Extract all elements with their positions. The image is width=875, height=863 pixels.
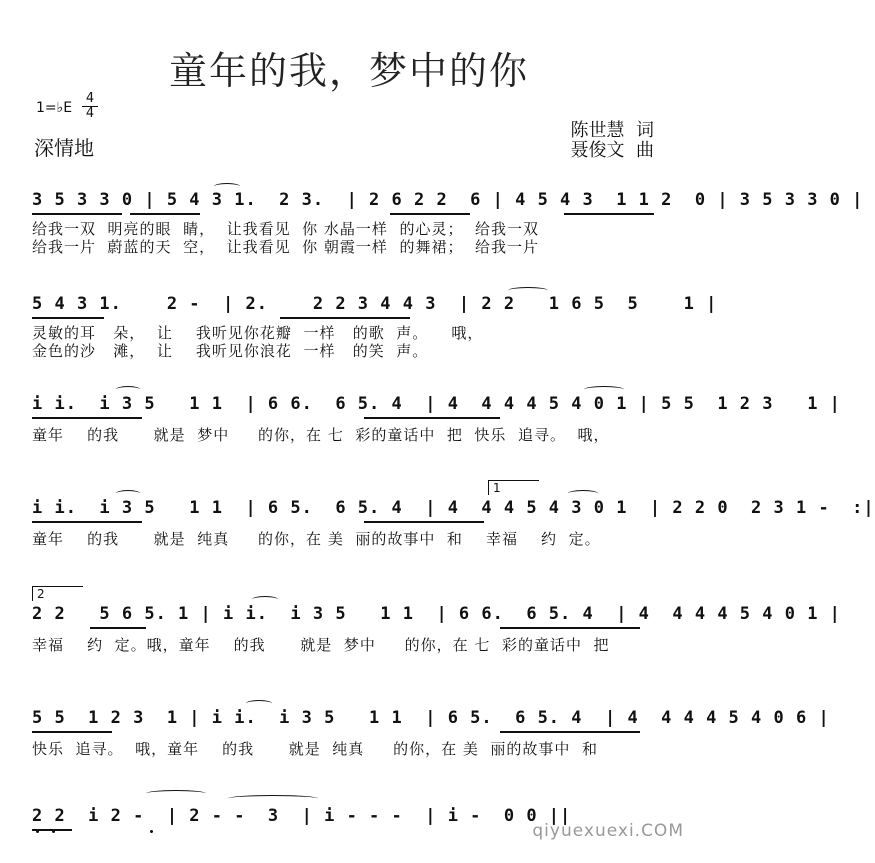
beam-underline <box>32 731 112 733</box>
score-row-2-lyrics-verse-2: 金色的沙 滩， 让 我听见你浪花 一样 的笑 声。 <box>32 342 429 360</box>
tie-mark <box>568 490 598 497</box>
volta-number: 1 <box>493 481 501 495</box>
volta-bracket-2 <box>32 586 83 601</box>
beam-underline <box>564 213 654 215</box>
score-row-3-notes: i i. i 3 5 1 1 | 6 6. 6 5. 4 | 4 4 4 4 5 4 0 1 | 5 5 1 2 3 1 | <box>32 394 841 414</box>
beam-underline <box>364 521 484 523</box>
time-signature <box>82 92 98 121</box>
beam-underline <box>90 627 146 629</box>
beam-underline <box>364 417 500 419</box>
tie-mark <box>252 596 278 603</box>
tie-mark <box>228 795 318 802</box>
tie-mark <box>584 386 624 393</box>
beam-underline <box>32 521 142 523</box>
tie-mark <box>146 790 206 797</box>
score-row-1-notes: 3 5 3 3 0 | 5 4 3 1. 2 3. | 2 6 2 2 6 | 4 5 4 3 1 1 2 0 | 3 5 3 3 0 | <box>32 190 864 210</box>
beam-underline <box>390 213 470 215</box>
score-row-6-lyrics: 快乐 追寻。 哦，童年 的我 就是 纯真 的你，在 美 丽的故事中 和 <box>32 740 598 758</box>
song-title: 童年的我，梦中的你 <box>168 49 529 93</box>
site-watermark: qiyuexuexi.COM <box>532 821 684 841</box>
beam-underline <box>32 829 72 831</box>
score-row-1-lyrics-verse-1: 给我一双 明亮的眼 睛， 让我看见 你 水晶一样 的心灵； 给我一双 <box>32 220 539 238</box>
volta-bracket-1 <box>488 480 539 495</box>
score-row-3-lyrics: 童年 的我 就是 梦中 的你，在 七 彩的童话中 把 快乐 追寻。 哦， <box>32 426 610 444</box>
score-row-7-notes: 2 2 i 2 - | 2 - - 3 | i - - - | i - 0 0 || <box>32 806 572 826</box>
lyricist-credit: 陈世慧 词 <box>570 120 654 141</box>
volta-number: 2 <box>37 587 45 601</box>
tie-mark <box>116 386 140 393</box>
tie-mark <box>508 287 548 294</box>
score-row-1-lyrics-verse-2: 给我一片 蔚蓝的天 空， 让我看见 你 朝霞一样 的舞裙； 给我一片 <box>32 238 539 256</box>
tie-mark <box>116 490 140 497</box>
key-signature: 1=♭E <box>36 100 73 116</box>
score-row-5-lyrics: 幸福 约 定。哦，童年 的我 就是 梦中 的你，在 七 彩的童话中 把 <box>32 636 610 654</box>
score-row-4-lyrics: 童年 的我 就是 纯真 的你，在 美 丽的故事中 和 幸福 约 定。 <box>32 530 601 548</box>
tempo-marking: 深情地 <box>34 136 94 160</box>
beam-underline <box>280 317 410 319</box>
beam-underline <box>32 213 122 215</box>
octave-dot <box>150 830 153 833</box>
tie-mark <box>246 700 272 707</box>
score-row-2-lyrics-verse-1: 灵敏的耳 朵， 让 我听见你花瓣 一样 的歌 声。 哦， <box>32 324 484 342</box>
score-row-5-notes: 2 2 5 6 5. 1 | i i. i 3 5 1 1 | 6 6. 6 5. 4 | 4 4 4 4 5 4 0 1 | <box>32 604 841 624</box>
composer-credit: 聂俊文 曲 <box>570 140 654 161</box>
time-signature-top: 4 <box>85 91 95 106</box>
score-row-4-notes: i i. i 3 5 1 1 | 6 5. 6 5. 4 | 4 4 4 5 4 3 0 1 | 2 2 0 2 3 1 - :| <box>32 498 875 518</box>
time-signature-bottom: 4 <box>85 106 95 121</box>
tie-mark <box>214 183 240 190</box>
score-row-6-notes: 5 5 1 2 3 1 | i i. i 3 5 1 1 | 6 5. 6 5. 4 | 4 4 4 4 5 4 0 6 | <box>32 708 830 728</box>
beam-underline <box>500 731 640 733</box>
beam-underline <box>32 317 104 319</box>
score-row-2-notes: 5 4 3 1. 2 - | 2. 2 2 3 4 4 3 | 2 2 1 6 5 5 1 | <box>32 294 718 314</box>
beam-underline <box>130 213 200 215</box>
beam-underline <box>32 417 142 419</box>
beam-underline <box>500 627 640 629</box>
